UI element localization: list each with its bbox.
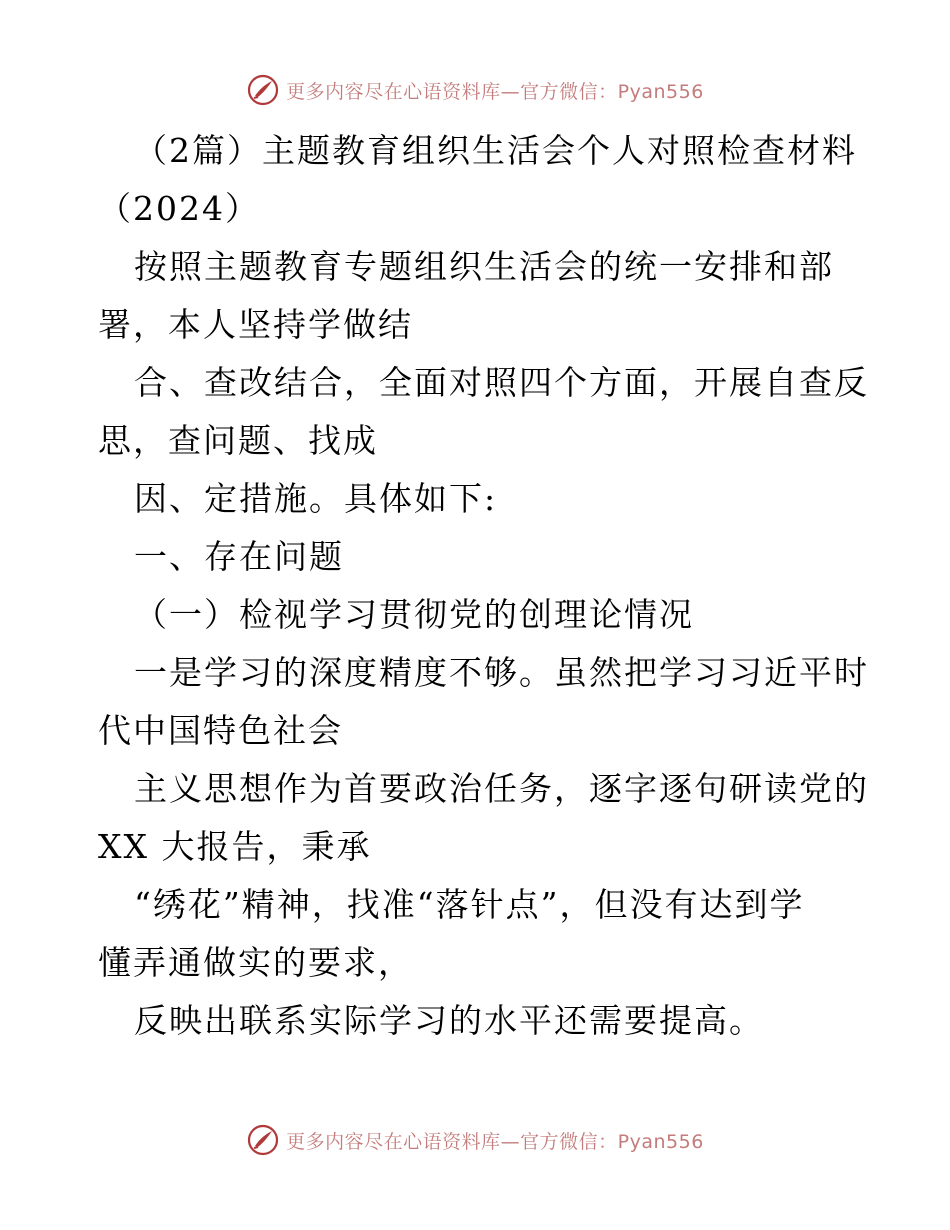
paragraph-line: （2024）: [98, 189, 260, 228]
paragraph-line: 因、定措施。具体如下:: [134, 479, 498, 518]
document-body: [98, 122, 869, 1050]
document-title: （2篇）主题教育组织生活会个人对照检查材料: [134, 131, 857, 170]
watermark-text: 更多内容尽在心语资料库—官方微信：Pyan556: [286, 1130, 704, 1153]
brush-logo-icon: [246, 73, 280, 107]
paragraph-line: XX 大报告，秉承: [98, 827, 372, 866]
paragraph-line: 合、查改结合，全面对照四个方面，开展自查反: [134, 363, 869, 402]
watermark-footer: [0, 1120, 950, 1160]
paragraph-line: 懂弄通做实的要求，: [98, 943, 413, 982]
paragraph-line: 反映出联系实际学习的水平还需要提高。: [134, 1001, 764, 1040]
paragraph-line: 按照主题教育专题组织生活会的统一安排和部: [134, 247, 834, 286]
brush-logo-icon: [246, 1123, 280, 1157]
paragraph-line: 一、存在问题: [134, 537, 344, 576]
paragraph-line: （一）检视学习贯彻党的创理论情况: [134, 595, 694, 634]
paragraph-line: 一是学习的深度精度不够。虽然把学习习近平时: [134, 653, 869, 692]
paragraph-line: 主义思想作为首要政治任务，逐字逐句研读党的: [134, 769, 869, 808]
watermark-header: [0, 70, 950, 110]
watermark-text: 更多内容尽在心语资料库—官方微信：Pyan556: [286, 80, 704, 103]
paragraph-line: 代中国特色社会: [98, 711, 343, 750]
paragraph-line: 署，本人坚持学做结: [98, 305, 413, 344]
paragraph-line: 思，查问题、找成: [98, 421, 378, 460]
paragraph-line: “绣花”精神，找准“落针点”，但没有达到学: [134, 885, 805, 924]
